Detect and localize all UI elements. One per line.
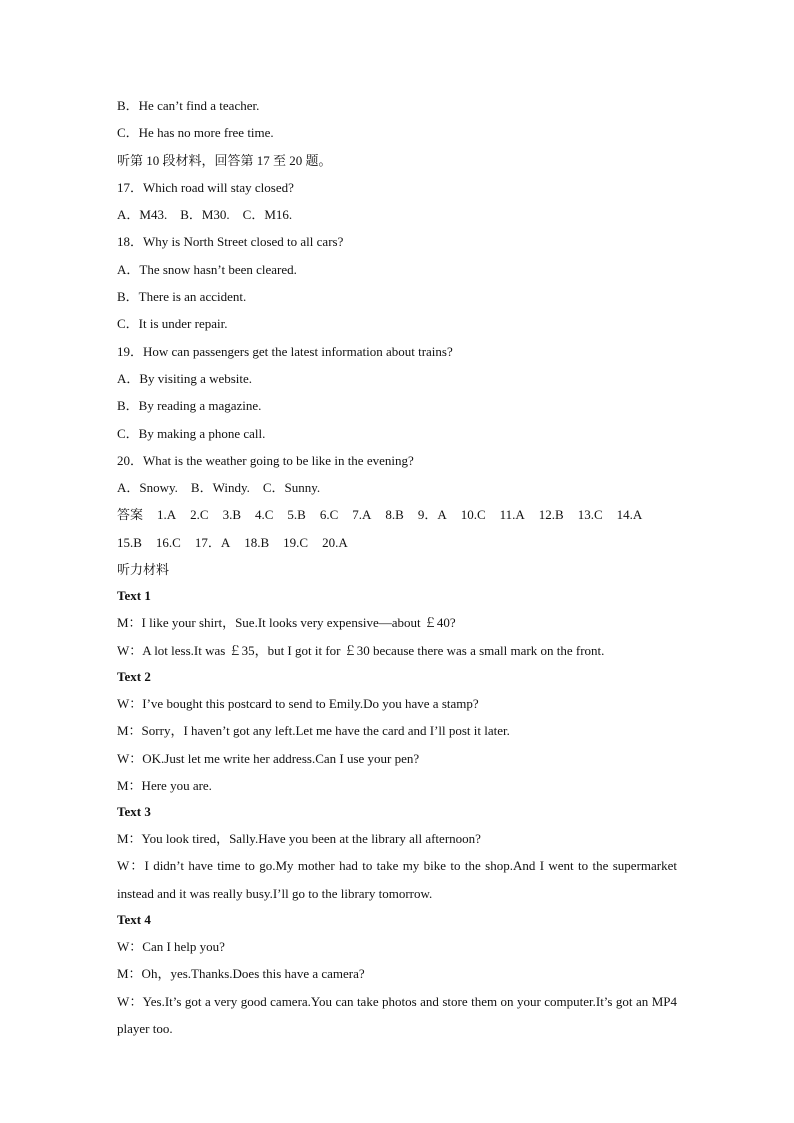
dialogue-line: W：Yes.It’s got a very good camera.You can take photos and store them on your computer.It’s got an MP4 player too. — [117, 993, 677, 1036]
option-c-q16: C．He has no more free time. — [117, 125, 274, 141]
dialogue-line: M：You look tired，Sally.Have you been at the library all afternoon? — [117, 831, 481, 847]
answer-item: 10.C — [460, 507, 486, 523]
answer-item: 19.C — [283, 534, 309, 550]
option-b-q16: B．He can’t find a teacher. — [117, 98, 260, 113]
answer-item: 4.C — [255, 507, 274, 523]
text-3-title: Text 3 — [117, 804, 151, 820]
option-a-q19: A．By visiting a website. — [117, 370, 253, 386]
answer-item: 7.A — [352, 507, 372, 523]
answer-item: 5.B — [287, 507, 306, 523]
answer-key-label: 答案 — [117, 507, 144, 523]
answer-item: 17．A — [194, 534, 231, 550]
document-page — [117, 92, 677, 1042]
answer-item: 1.A — [157, 507, 177, 523]
question-20: 20．What is the weather going to be like in the evening? — [117, 452, 414, 468]
option-c-q19: C．By making a phone call. — [117, 425, 266, 441]
dialogue-line: M：Sorry，I haven’t got any left.Let me have the card and I’ll post it later. — [117, 723, 510, 739]
materials-title: 听力材料 — [117, 562, 170, 578]
question-19: 19．How can passengers get the latest information about trains? — [117, 343, 453, 359]
answer-item: 2.C — [190, 507, 209, 523]
dialogue-line: W：I’ve bought this postcard to send to Emily.Do you have a stamp? — [117, 695, 479, 711]
question-18: 18．Why is North Street closed to all cars? — [117, 234, 344, 250]
answer-item: 20.A — [322, 534, 348, 550]
answer-item: 11.A — [499, 507, 525, 523]
answer-item: 9．A — [417, 507, 447, 523]
option-c-q18: C．It is under repair. — [117, 316, 228, 332]
dialogue-line: M：Oh，yes.Thanks.Does this have a camera? — [117, 966, 365, 982]
answer-item: 8.B — [385, 507, 404, 523]
dialogue-line: M：I like your shirt，Sue.It looks very expensive—about ￡40? — [117, 615, 456, 631]
answer-item: 16.C — [155, 534, 181, 550]
option-a-q18: A．The snow hasn’t been cleared. — [117, 261, 297, 277]
answer-key — [117, 501, 677, 556]
text-4-title: Text 4 — [117, 912, 151, 928]
dialogue-line: M：Here you are. — [117, 777, 212, 793]
text-1-title: Text 1 — [117, 588, 151, 604]
answer-item: 15.B — [117, 534, 142, 550]
answer-item: 3.B — [222, 507, 241, 523]
text-2-title: Text 2 — [117, 668, 151, 684]
answer-item: 18.B — [244, 534, 270, 550]
dialogue-line: W：Can I help you? — [117, 939, 225, 955]
options-q20: A．Snowy. B．Windy. C．Sunny. — [117, 480, 321, 496]
answer-item: 14.A — [616, 507, 643, 523]
options-q17: A．M43. B．M30. C．M16. — [117, 207, 293, 223]
dialogue-line: W：A lot less.It was ￡35，but I got it for ￡30 because there was a small mark on the front. — [117, 642, 605, 658]
option-b-q19: B．By reading a magazine. — [117, 398, 262, 414]
option-b-q18: B．There is an accident. — [117, 289, 247, 305]
answer-item: 6.C — [319, 507, 339, 523]
answer-item: 12.B — [538, 507, 564, 523]
dialogue-line: W：OK.Just let me write her address.Can I use your pen? — [117, 750, 420, 766]
answer-item: 13.C — [577, 507, 603, 523]
dialogue-line: W：I didn’t have time to go.My mother had to take my bike to the shop.And I went to the supermarket instead and it was really busy.I’ll go to the library tomorrow. — [117, 858, 677, 901]
question-17: 17．Which road will stay closed? — [117, 179, 294, 195]
section-instruction: 听第 10 段材料，回答第 17 至 20 题。 — [117, 152, 332, 168]
